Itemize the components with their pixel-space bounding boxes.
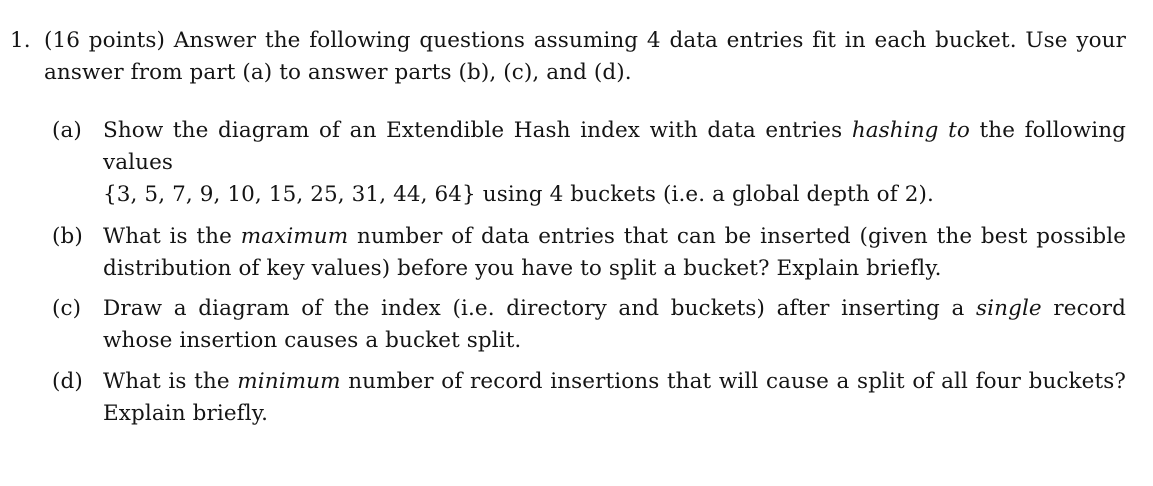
part-b-line-2: distribution of key values) before you have to split a bucket? Explain briefly. <box>103 256 942 281</box>
part-c-text-1: Draw a diagram of the index (i.e. directory and buckets) after inserting a <box>103 296 965 321</box>
part-c-text-2: record <box>1053 296 1127 321</box>
part-d-emphasis: minimum <box>237 369 341 394</box>
part-a-text-1: Show the diagram of an Extendible Hash index with data entries <box>103 118 843 143</box>
part-c-label: (c) <box>52 296 82 321</box>
part-a-line-1 <box>103 116 1126 146</box>
part-d-line-1 <box>103 367 1126 397</box>
part-d-line-2: Explain briefly. <box>103 401 269 426</box>
part-c-line-2: whose insertion causes a bucket split. <box>103 328 522 353</box>
part-c-emphasis: single <box>976 296 1042 321</box>
part-a-line-2: values <box>103 150 174 175</box>
part-c-line-1 <box>103 294 1126 324</box>
part-d-text-1: What is the <box>103 369 230 394</box>
part-d-label: (d) <box>52 369 83 394</box>
part-a-emphasis: hashing to <box>851 118 970 143</box>
question-number: 1. <box>10 28 31 53</box>
question-intro-line-2: answer from part (a) to answer parts (b), (c), and (d). <box>44 60 632 85</box>
part-a-text-2: the following <box>979 118 1127 143</box>
part-b-label: (b) <box>52 224 83 249</box>
part-d-text-2: number of record insertions that will cause a split of all four buckets? <box>348 369 1127 394</box>
part-b-emphasis: maximum <box>240 224 349 249</box>
question-intro-line-1: (16 points) Answer the following questions assuming 4 data entries fit in each bucket. Use your <box>44 28 1126 53</box>
part-a-line-3: {3, 5, 7, 9, 10, 15, 25, 31, 44, 64} using 4 buckets (i.e. a global depth of 2). <box>103 182 934 207</box>
part-b-text-2: number of data entries that can be inserted (given the best possible <box>357 224 1127 249</box>
part-b-line-1 <box>103 222 1126 252</box>
part-a-label: (a) <box>52 118 82 143</box>
part-b-text-1: What is the <box>103 224 232 249</box>
